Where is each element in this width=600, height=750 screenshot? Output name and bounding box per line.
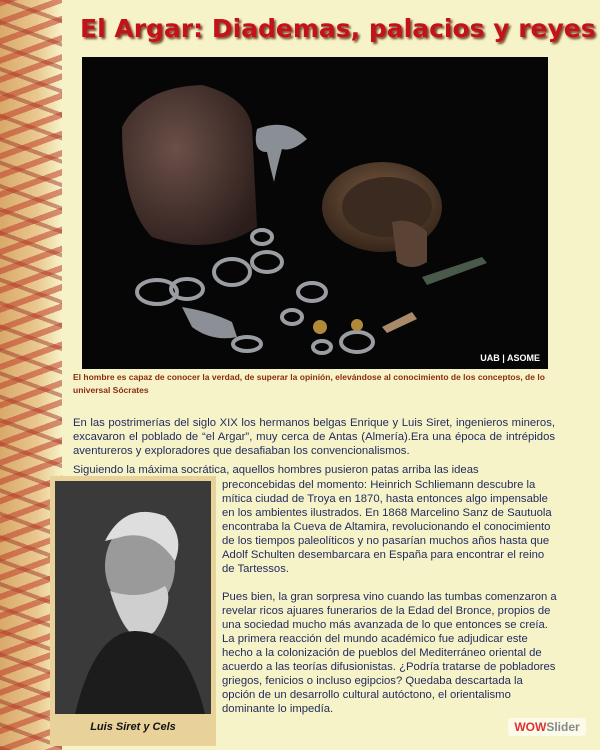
page-title: El Argar: Diademas, palacios y reyes <box>80 14 596 43</box>
paragraph-discoveries: preconcebidas del momento: Heinrich Schliemann descubre la mítica ciudad de Troya en 1870, hasta entonces algo impensable en los ambientes ilustrados. En 1868 Marcelino Sanz de Sautuola encontraba la Cueva de Altamira, revolucionando el conocimiento de los tiempos paleolíticos y no pasarían muchos años hasta que Adolf Schulten desembarcara en España para encontrar el reino de Tartessos. <box>222 479 552 575</box>
artifacts-illustration <box>82 57 548 369</box>
portrait-frame <box>50 476 216 746</box>
gold-bead <box>313 320 327 334</box>
pot <box>122 85 257 245</box>
wowslider-watermark[interactable]: WOWSlider <box>508 718 586 736</box>
portrait-photo <box>55 481 211 714</box>
portrait-caption: Luis Siret y Cels <box>90 721 176 733</box>
portrait-illustration <box>55 481 211 714</box>
paragraph-intro: En las postrimerías del siglo XIX los hermanos belgas Enrique y Luis Siret, ingenieros mineros, excavaron el poblado de “el Argar”, muy cerca de Antas (Almería).Era una época de intrépidos aventureros y exploradores que desafiaban los convencionalismos. <box>73 417 555 457</box>
paragraph-socratic-intro: Siguiendo la máxima socrática, aquellos hombres pusieron patas arriba las ideas <box>73 464 479 476</box>
gold-bead <box>351 319 363 331</box>
asome-logo: UAB | ASOME <box>480 353 540 363</box>
small-cup <box>392 221 427 267</box>
photo-caption: El hombre es capaz de conocer la verdad, de superar la opinión, elevándose al conocimiento de los conceptos, de lo universal Sócrates <box>73 372 545 395</box>
artifacts-photo <box>82 57 548 369</box>
paragraph-tombs: Pues bien, la gran sorpresa vino cuando las tumbas comenzaron a revelar ricos ajuares funerarios de la Edad del Bronce, propios de una sociedad mucho más avanzada de lo que entonces se creía. La primera reacción del mundo académico fue adjudicar este hecho a la colonización de pueblos del Mediterráneo oriental de acuerdo a las teorías difusionistas. ¿Podría tratarse de pobladores griegos, fenicios o incluso egipcios? Quedaba descartada la opción de un desarrollo cultural autóctono, el orientalismo dominante lo impedía. <box>222 591 557 715</box>
main-text-column <box>222 478 557 716</box>
